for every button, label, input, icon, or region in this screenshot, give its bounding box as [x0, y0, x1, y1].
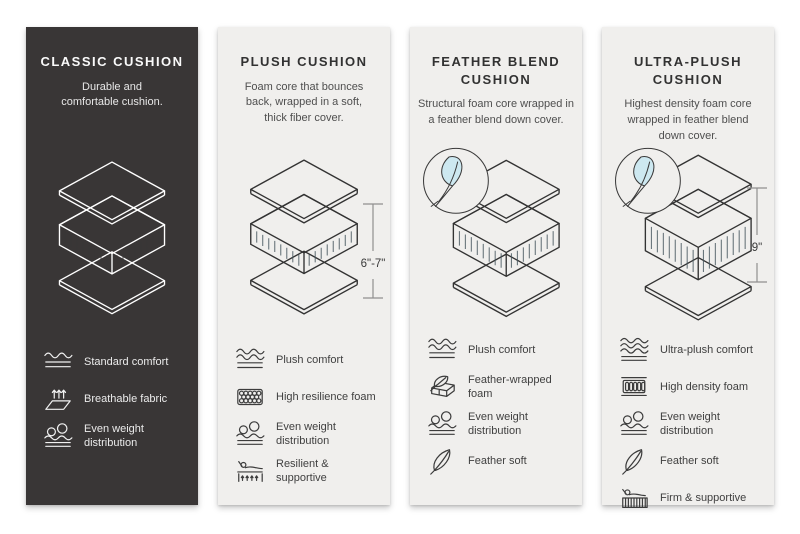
- feature-label: Plush comfort: [468, 343, 536, 356]
- feature-list: [410, 317, 582, 476]
- even-weight-distribution-icon: [43, 421, 73, 451]
- high-resilience-foam-icon: [235, 382, 265, 412]
- feature-item: [425, 335, 574, 365]
- column-title: CLASSIC CUSHION: [40, 54, 184, 69]
- feature-item: [617, 372, 766, 402]
- cushion-column-plush: [218, 27, 390, 505]
- height-dimension-indicator: [356, 201, 390, 301]
- feature-item: [41, 421, 190, 451]
- height-dimension-label: 6"-7": [360, 258, 386, 270]
- feature-label: Feather-wrapped foam: [468, 373, 552, 400]
- feature-label: Feather soft: [660, 454, 719, 467]
- feature-label: Even weight distribution: [468, 410, 528, 437]
- feature-label: Even weight distribution: [84, 422, 144, 449]
- cushion-illustration-area: [218, 155, 390, 327]
- feature-label: Standard comfort: [84, 355, 169, 368]
- feature-label: High resilience foam: [276, 390, 376, 403]
- feature-label: Even weight distribution: [660, 410, 720, 437]
- cushion-illustration-area: [410, 145, 582, 317]
- feather-magnifier-icon: [424, 148, 489, 213]
- standard-comfort-wave-icon: [43, 347, 73, 377]
- plush-comfort-waves-icon: [427, 335, 457, 365]
- firm-supportive-icon: [619, 483, 649, 513]
- cushion-column-feather-blend: [410, 27, 582, 505]
- cushion-column-classic: [26, 27, 198, 505]
- column-header: [602, 27, 774, 145]
- feature-label: Even weight distribution: [276, 420, 336, 447]
- feature-item: [617, 409, 766, 439]
- cushion-illustration-area: [26, 157, 198, 329]
- feature-label: Feather soft: [468, 454, 527, 467]
- column-header: [218, 27, 390, 145]
- column-title: FEATHER BLEND CUSHION: [431, 54, 561, 87]
- ultra-plush-comfort-waves-icon: [619, 335, 649, 365]
- feature-item: [617, 483, 766, 513]
- feature-label: High density foam: [660, 380, 749, 393]
- even-weight-distribution-icon: [427, 409, 457, 439]
- feature-item: [233, 456, 382, 486]
- column-header: [26, 27, 198, 145]
- high-density-foam-icon: [619, 372, 649, 402]
- feather-soft-icon: [619, 446, 649, 476]
- feature-item: [41, 384, 190, 414]
- feature-list: [26, 329, 198, 451]
- column-title: ULTRA-PLUSH CUSHION: [634, 54, 742, 87]
- feature-list: [218, 327, 390, 486]
- cushion-layers-illustration: [415, 145, 577, 333]
- cushion-illustration-area: [602, 145, 774, 317]
- cushion-column-ultra-plush: [602, 27, 774, 505]
- breathable-fabric-icon: [43, 384, 73, 414]
- feather-magnifier-icon: [616, 148, 681, 213]
- column-description: Structural foam core wrapped in a feather blend down cover.: [418, 98, 574, 127]
- column-description: Durable and comfortable cushion.: [61, 80, 163, 109]
- feature-item: [425, 372, 574, 402]
- feature-label: Breathable fabric: [84, 392, 168, 405]
- height-dimension-label: 9": [751, 242, 763, 254]
- feature-item: [233, 382, 382, 412]
- feature-list: [602, 317, 774, 513]
- plush-comfort-waves-icon: [235, 345, 265, 375]
- feature-item: [233, 419, 382, 449]
- column-header: [410, 27, 582, 145]
- feature-label: Resilient & supportive: [276, 457, 329, 484]
- feature-label: Plush comfort: [276, 353, 344, 366]
- feature-item: [617, 335, 766, 365]
- feature-item: [425, 409, 574, 439]
- feature-item: [233, 345, 382, 375]
- even-weight-distribution-icon: [619, 409, 649, 439]
- feature-item: [41, 347, 190, 377]
- feature-label: Ultra-plush comfort: [660, 343, 753, 356]
- feather-soft-icon: [427, 446, 457, 476]
- cushion-layers-illustration: [40, 157, 184, 322]
- even-weight-distribution-icon: [235, 419, 265, 449]
- feature-item: [617, 446, 766, 476]
- height-dimension-indicator: [740, 185, 774, 285]
- feather-wrapped-foam-icon: [427, 372, 457, 402]
- feature-item: [425, 446, 574, 476]
- column-description: Foam core that bounces back, wrapped in a soft, thick fiber cover.: [244, 80, 364, 125]
- column-title: PLUSH CUSHION: [240, 54, 368, 69]
- feature-label: Firm & supportive: [660, 491, 747, 504]
- column-description: Highest density foam core wrapped in feather blend down cover.: [624, 98, 752, 142]
- resilient-supportive-icon: [235, 456, 265, 486]
